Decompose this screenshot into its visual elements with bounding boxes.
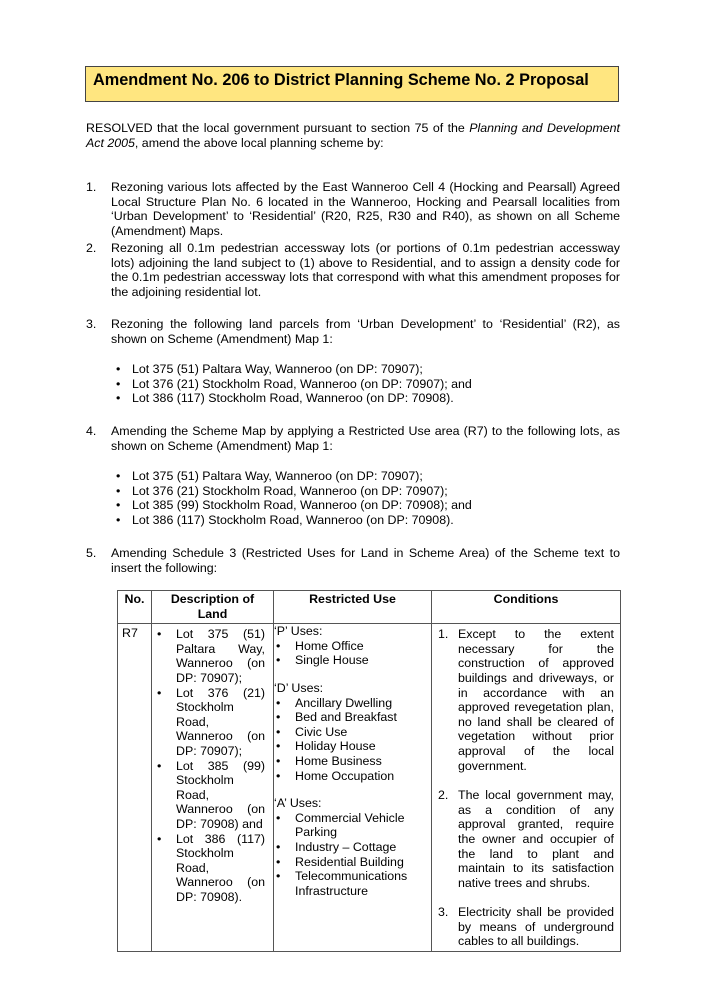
cell-description [152, 624, 274, 952]
condition-number: 1. [438, 627, 449, 642]
use-item: • Bed and Breakfast [274, 710, 431, 725]
description-item: • Lot 385 (99) Stockholm Road, Wanneroo (on DP: 70908) and [152, 759, 271, 832]
lot-list-item: • Lot 386 (117) Stockholm Road, Wanneroo (on DP: 70908). [111, 391, 620, 406]
item-text: Amending the Scheme Map by applying a Restricted Use area (R7) to the following lots, as shown on Scheme (Amendment) Map 1: [111, 424, 620, 453]
p-uses-label: ‘P’ Uses: [274, 624, 323, 639]
use-item: • Single House [274, 653, 431, 668]
act-name: Planning and Development Act 2005 [86, 121, 620, 150]
item-text: Rezoning various lots affected by the East Wanneroo Cell 4 (Hocking and Pearsall) Agreed Local Structure Plan No. 6 located in the Wanneroo, Hocking and Pearsall localities from ‘Urban Development’ to ‘Residential’ (R20, R25, R30 and R40), as shown on all Scheme (Amendment) Maps. [111, 180, 620, 238]
cell-no: R7 [118, 624, 152, 952]
schedule-table [117, 590, 621, 952]
use-item: • Telecommunications Infrastructure [274, 869, 431, 898]
intro-text: RESOLVED that the local government pursuant to section 75 of the [86, 121, 470, 135]
use-item: • Ancillary Dwelling [274, 696, 431, 711]
use-item: • Home Business [274, 754, 431, 769]
a-uses-label: ‘A’ Uses: [274, 796, 322, 811]
condition-item [432, 627, 614, 773]
table-header-row [118, 591, 621, 624]
item-number: 5. [86, 546, 97, 560]
header-description: Description of Land [152, 591, 274, 624]
intro-text-end: , amend the above local planning scheme by: [134, 135, 384, 150]
condition-text: The local government may, as a condition of any approval granted, require the owner and occupier of the land to plant and maintain to its satisfaction native trees and shrubs. [458, 788, 614, 890]
cell-restricted-use [274, 624, 432, 952]
condition-item [432, 905, 614, 949]
lot-list-item: • Lot 376 (21) Stockholm Road, Wanneroo (on DP: 70907); [111, 484, 620, 499]
item-text: Rezoning all 0.1m pedestrian accessway lots (or portions of 0.1m pedestrian accessway lots) adjoining the land subject to (1) above to Residential, and to assign a density code for the 0.1m pedestrian accessway lots that correspond with what this amendment proposes for the adjoining residential lot. [111, 241, 620, 299]
condition-text: Except to the extent necessary for the construction of approved buildings and driveways, or in accordance with an approved revegetation plan, no land shall be cleared of vegetation without prior approval of the local government. [458, 627, 614, 773]
table-row [118, 624, 621, 952]
page-title: Amendment No. 206 to District Planning Scheme No. 2 Proposal [93, 71, 589, 89]
item-text: Rezoning the following land parcels from ‘Urban Development’ to ‘Residential’ (R2), as shown on Scheme (Amendment) Map 1: [111, 317, 620, 346]
intro-paragraph [86, 121, 620, 150]
use-item: • Home Occupation [274, 769, 431, 784]
cell-conditions [432, 624, 621, 952]
description-item: • Lot 375 (51) Paltara Way, Wanneroo (on DP: 70907); [152, 627, 271, 685]
item-number: 2. [86, 241, 97, 255]
lot-list-item: • Lot 375 (51) Paltara Way, Wanneroo (on DP: 70907); [111, 362, 620, 377]
d-uses-label: ‘D’ Uses: [274, 680, 324, 695]
d-uses-list [274, 696, 431, 784]
condition-number: 2. [438, 788, 449, 803]
lot-list-item: • Lot 376 (21) Stockholm Road, Wanneroo (on DP: 70907); and [111, 377, 620, 392]
use-item: • Holiday House [274, 739, 431, 754]
condition-item [432, 788, 614, 890]
item-text: Amending Schedule 3 (Restricted Uses for Land in Scheme Area) of the Scheme text to insert the following: [111, 546, 620, 575]
p-uses-list [274, 639, 431, 668]
item-number: 1. [86, 180, 97, 194]
conditions-list [432, 624, 620, 951]
header-conditions: Conditions [432, 591, 621, 624]
lot-list-item: • Lot 386 (117) Stockholm Road, Wanneroo (on DP: 70908). [111, 513, 620, 528]
item-number: 3. [86, 317, 97, 331]
condition-number: 3. [438, 905, 449, 920]
use-item: • Industry – Cottage [274, 840, 431, 855]
item-4-lot-list [111, 469, 620, 527]
a-uses-list [274, 811, 431, 899]
header-no: No. [118, 591, 152, 624]
use-item: • Civic Use [274, 725, 431, 740]
use-item: • Residential Building [274, 855, 431, 870]
description-list [152, 624, 273, 906]
item-number: 4. [86, 424, 97, 438]
lot-list-item: • Lot 385 (99) Stockholm Road, Wanneroo (on DP: 70908); and [111, 498, 620, 513]
item-3-lot-list [111, 362, 620, 406]
description-item: • Lot 386 (117) Stockholm Road, Wanneroo (on DP: 70908). [152, 832, 271, 905]
condition-text: Electricity shall be provided by means of underground cables to all buildings. [458, 905, 614, 949]
use-item: • Commercial Vehicle Parking [274, 811, 431, 840]
header-restricted-use: Restricted Use [274, 591, 432, 624]
description-item: • Lot 376 (21) Stockholm Road, Wanneroo (on DP: 70907); [152, 686, 271, 759]
title-box [85, 66, 619, 102]
use-item: • Home Office [274, 639, 431, 654]
lot-list-item: • Lot 375 (51) Paltara Way, Wanneroo (on DP: 70907); [111, 469, 620, 484]
